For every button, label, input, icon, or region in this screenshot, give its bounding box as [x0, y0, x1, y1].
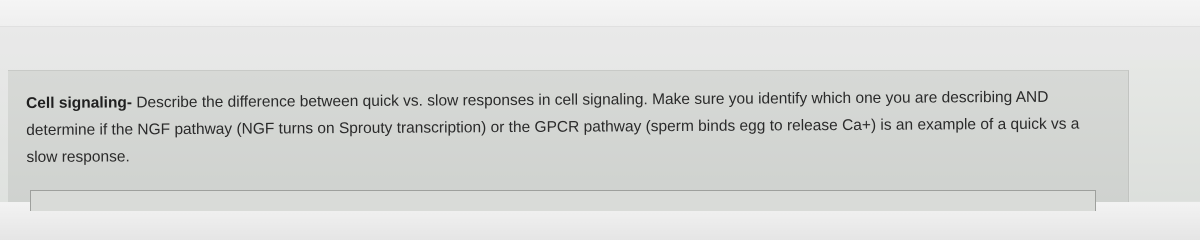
question-topic-label: Cell signaling- [26, 94, 133, 112]
question-prompt [26, 83, 1106, 171]
top-page-strip [0, 0, 1200, 27]
answer-textarea[interactable] [30, 190, 1096, 211]
question-body-text: Describe the difference between quick vs. slow responses in cell signaling. Make sure you identify which one you are describing AND determine if the NGF pathway (NGF turns on Sprouty transcription) or the GPCR pathway (sperm binds egg to release Ca+) is an example of a quick vs a slow response. [26, 88, 1080, 166]
right-margin [1130, 60, 1200, 201]
